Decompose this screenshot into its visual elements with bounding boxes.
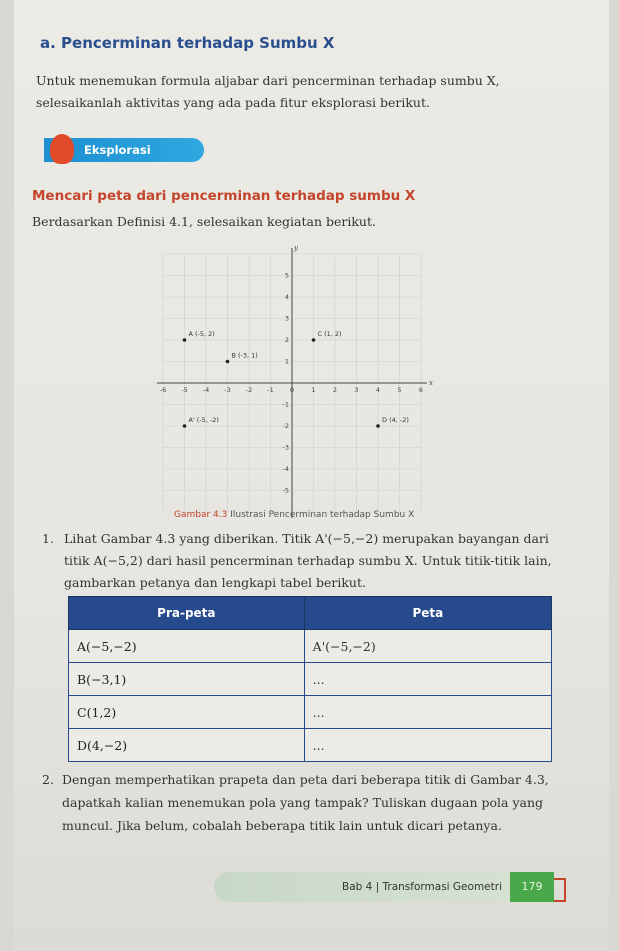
y-tick-label: 2 <box>284 336 289 344</box>
point-label: D (4, -2) <box>382 416 409 424</box>
x-tick-label: 0 <box>289 386 295 394</box>
mapping-table <box>68 596 552 762</box>
table-row <box>69 696 552 729</box>
y-tick-label: 4 <box>284 293 289 301</box>
x-tick-label: 1 <box>311 386 316 394</box>
table-header-row <box>69 597 552 630</box>
section-heading: a. Pencerminan terhadap Sumbu X <box>40 34 335 52</box>
image-cell[interactable]: ... <box>304 729 551 762</box>
data-point <box>183 424 187 428</box>
x-tick-label: 3 <box>354 386 359 394</box>
point-label: A' (-5, -2) <box>188 416 219 424</box>
preimage-cell: B(−3,1) <box>69 663 305 696</box>
question-number: 1. <box>42 531 54 546</box>
table-row <box>69 663 552 696</box>
x-tick-label: -3 <box>224 386 231 394</box>
badge-label: Eksplorasi <box>84 143 151 157</box>
y-tick-label: -1 <box>282 400 289 409</box>
coordinate-plane-chart <box>159 244 433 502</box>
rocket-icon <box>50 134 74 164</box>
question-text: Dengan memperhatikan prapeta dan peta dari beberapa titik di Gambar 4.3, dapatkah kalian menemukan pola yang tampak? Tuliskan dugaan pola yang muncul. Jika belum, cobalah beberapa titik lain untuk dicari petanya. <box>62 772 549 833</box>
intro-line: selesaikanlah aktivitas yang ada pada fitur eksplorasi berikut. <box>36 95 430 110</box>
data-point <box>226 360 230 364</box>
chapter-footer: Bab 4 | Transformasi Geometri <box>214 872 544 902</box>
figure-caption <box>174 510 414 520</box>
point-label: B (-3, 1) <box>231 351 258 360</box>
preimage-cell: C(1,2) <box>69 696 305 729</box>
question-number: 2. <box>42 772 54 787</box>
y-tick-label: 1 <box>284 357 289 366</box>
data-point <box>183 338 187 342</box>
y-tick-label: -5 <box>282 486 289 495</box>
header-image: Peta <box>304 597 551 630</box>
x-tick-label: 5 <box>397 386 402 394</box>
textbook-page <box>14 0 609 951</box>
y-axis-label: y <box>294 244 298 252</box>
x-tick-label: 4 <box>375 386 381 394</box>
question-2 <box>44 768 574 837</box>
image-cell[interactable]: ... <box>304 663 551 696</box>
preimage-cell: A(−5,−2) <box>69 630 305 663</box>
x-tick-label: -5 <box>181 386 188 394</box>
y-tick-label: -2 <box>282 422 289 430</box>
figure-number: Gambar 4.3 <box>174 510 228 520</box>
intro-line: Untuk menemukan formula aljabar dari pencerminan terhadap sumbu X, <box>36 73 500 88</box>
data-point <box>376 424 380 428</box>
intro-paragraph <box>36 70 576 114</box>
x-tick-label: -2 <box>245 386 253 394</box>
question-text: Lihat Gambar 4.3 yang diberikan. Titik A'(−5,−2) merupakan bayangan dari titik A(−5,2) dari hasil pencerminan terhadap sumbu X. Untuk titik-titik lain, gambarkan petanya dan lengkapi tabel berikut. <box>64 531 552 590</box>
table-row <box>69 729 552 762</box>
x-tick-label: -6 <box>159 386 167 394</box>
page-number: 179 <box>510 872 554 902</box>
y-tick-label: -3 <box>282 443 289 452</box>
activity-instruction: Berdasarkan Definisi 4.1, selesaikan kegiatan berikut. <box>32 214 376 229</box>
x-axis-label: x <box>429 379 433 387</box>
eksplorasi-badge <box>44 138 204 162</box>
preimage-cell: D(4,−2) <box>69 729 305 762</box>
x-tick-label: -1 <box>267 386 274 394</box>
y-tick-label: 5 <box>284 271 289 280</box>
x-tick-label: 6 <box>418 386 424 394</box>
y-tick-label: 3 <box>284 314 289 323</box>
table-row <box>69 630 552 663</box>
image-cell[interactable]: A'(−5,−2) <box>304 630 551 663</box>
activity-title: Mencari peta dari pencerminan terhadap sumbu X <box>32 188 416 204</box>
data-point <box>312 338 316 342</box>
x-tick-label: -4 <box>202 386 210 394</box>
figure-caption-text: Ilustrasi Pencerminan terhadap Sumbu X <box>230 510 415 520</box>
image-cell[interactable]: ... <box>304 696 551 729</box>
point-label: A (-5, 2) <box>188 330 215 338</box>
question-1 <box>44 528 574 594</box>
point-label: C (1, 2) <box>317 330 342 338</box>
y-tick-label: -4 <box>282 465 289 473</box>
header-preimage: Pra-peta <box>69 597 305 630</box>
x-tick-label: 2 <box>332 386 338 394</box>
page-tab-decoration <box>554 878 566 902</box>
